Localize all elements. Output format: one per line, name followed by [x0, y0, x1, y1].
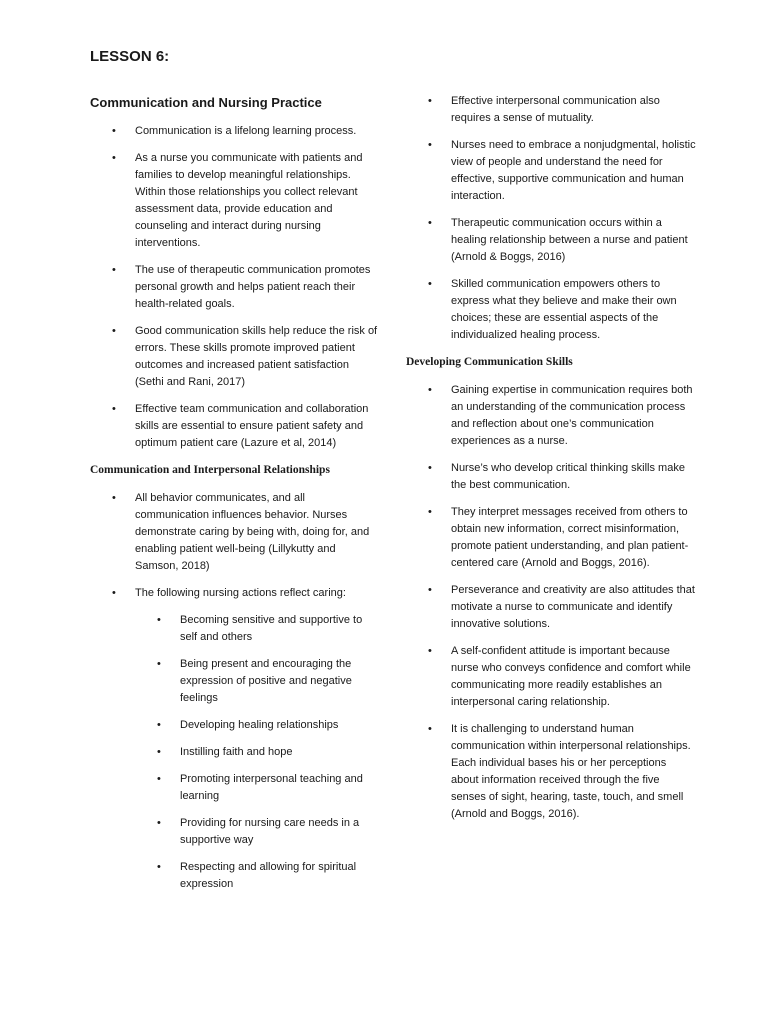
list-item: • All behavior communicates, and all communication influences behavior. Nurses demonstrate caring by being with, doing for, and enabling patient well-being (Lillykutty and Samson, 2018): [90, 490, 380, 575]
sub-list-item: • Developing healing relationships: [135, 717, 380, 734]
sub-list-item: • Promoting interpersonal teaching and learning: [135, 771, 380, 805]
section-heading-interpersonal-relationships: Communication and Interpersonal Relationships: [90, 464, 330, 476]
mutuality-list: [406, 93, 696, 344]
lesson-title: LESSON 6:: [90, 48, 170, 65]
section-heading-developing-communication-skills: Developing Communication Skills: [406, 356, 573, 368]
communication-skills-list: [406, 382, 696, 823]
list-item: • Gaining expertise in communication requires both an understanding of the communication process and reflection about one’s communication experiences as a nurse.: [406, 382, 696, 450]
sub-list-item: • Becoming sensitive and supportive to self and others: [135, 612, 380, 646]
list-item: • Nurse’s who develop critical thinking skills make the best communication.: [406, 460, 696, 494]
section-heading-communication-nursing-practice: Communication and Nursing Practice: [90, 95, 322, 110]
caring-actions-sublist: [135, 612, 380, 893]
sub-list-item: • Providing for nursing care needs in a supportive way: [135, 815, 380, 849]
list-item: • Effective team communication and collaboration skills are essential to ensure patient safety and optimum patient care (Lazure et al, 2014): [90, 401, 380, 452]
list-item: • It is challenging to understand human communication within interpersonal relationships. Each individual bases his or her perceptions about information received through the five senses of sight, hearing, taste, touch, and smell (Arnold and Boggs, 2016).: [406, 721, 696, 823]
list-item: • As a nurse you communicate with patients and families to develop meaningful relationships. Within those relationships you collect relevant assessment data, provide education and counseling and interact during nursing interventions.: [90, 150, 380, 252]
interpersonal-list: [90, 490, 380, 893]
list-item: • They interpret messages received from others to obtain new information, correct misinformation, promote patient understanding, and plan patient-centered care (Arnold and Boggs, 2016).: [406, 504, 696, 572]
left-column: [90, 94, 380, 903]
right-column: [406, 93, 696, 833]
nursing-practice-list: [90, 123, 380, 452]
sub-list-item: • Being present and encouraging the expression of positive and negative feelings: [135, 656, 380, 707]
sub-list-item: • Respecting and allowing for spiritual expression: [135, 859, 380, 893]
list-item: • Good communication skills help reduce the risk of errors. These skills promote improved patient outcomes and increased patient satisfaction (Sethi and Rani, 2017): [90, 323, 380, 391]
list-item: • Perseverance and creativity are also attitudes that motivate a nurse to communicate and identify innovative solutions.: [406, 582, 696, 633]
list-item: • Skilled communication empowers others to express what they believe and make their own choices; these are essential aspects of the individualized healing process.: [406, 276, 696, 344]
list-item-caring-actions: [90, 585, 380, 893]
list-item: • Nurses need to embrace a nonjudgmental, holistic view of people and understand the need for effective, supportive communication and human interaction.: [406, 137, 696, 205]
list-item: • The use of therapeutic communication promotes personal growth and helps patient reach their health-related goals.: [90, 262, 380, 313]
sub-list-item: • Instilling faith and hope: [135, 744, 380, 761]
list-item: • Effective interpersonal communication also requires a sense of mutuality.: [406, 93, 696, 127]
list-item-text: The following nursing actions reflect caring:: [135, 587, 346, 599]
list-item: • Therapeutic communication occurs within a healing relationship between a nurse and patient (Arnold & Boggs, 2016): [406, 215, 696, 266]
list-item: • Communication is a lifelong learning process.: [90, 123, 380, 140]
list-item: • A self-confident attitude is important because nurse who conveys confidence and comfort while communicating more readily establishes an interpersonal caring relationship.: [406, 643, 696, 711]
